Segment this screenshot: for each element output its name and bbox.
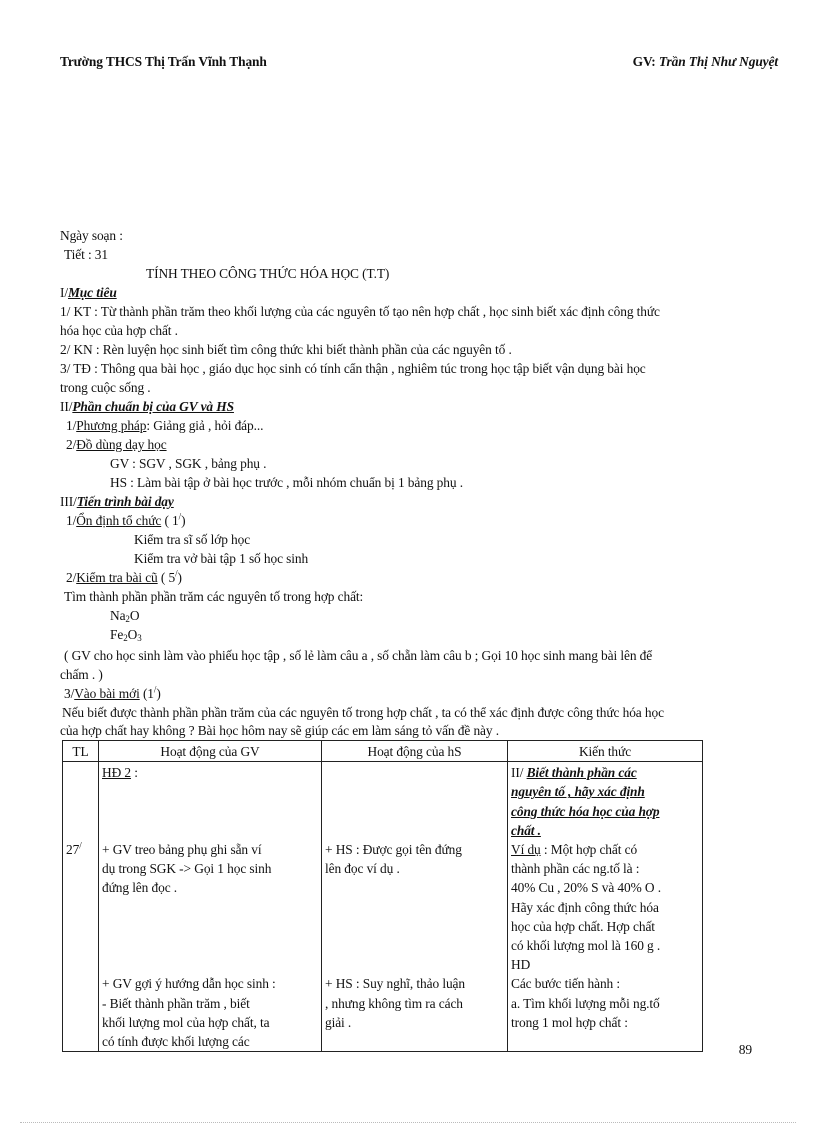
step-number: 2/ — [66, 570, 77, 585]
activity-label: HĐ 2 : — [102, 765, 138, 781]
gv-line: có tính được khối lượng các — [102, 1033, 250, 1049]
gv-line: khối lượng mol của hợp chất, ta — [102, 1014, 270, 1030]
page-number: 89 — [738, 1042, 752, 1057]
step-time: ( 5 — [157, 570, 176, 585]
col-header-student: Hoạt động của hS — [322, 741, 508, 762]
item-number: 1/ — [66, 418, 77, 433]
lesson-activity-table — [62, 740, 703, 1052]
col-header-teacher: Hoạt động của GV — [99, 741, 322, 762]
hs-line: + HS : Suy nghĩ, thảo luận — [325, 976, 465, 992]
col-header-time: TL — [63, 741, 99, 762]
objective-attitude-1: 3/ TĐ : Thông qua bài học , giáo dục học sinh có tính cẩn thận , nghiêm túc trong học tập biết vận dụng bài học — [60, 361, 646, 376]
kt-heading-2: nguyên tố , hãy xác định — [511, 784, 645, 800]
step-2-note-2: chấm . ) — [60, 667, 103, 682]
kt-example: Ví dụ : Một hợp chất có — [511, 842, 638, 858]
gv-line: - Biết thành phần trăm , biết — [102, 995, 250, 1011]
step-number: 3/ — [64, 686, 75, 701]
step-2: 2/Kiểm tra bài cũ ( 5/) — [66, 568, 182, 585]
kt-heading-1: II/ Biết thành phần các — [511, 765, 637, 781]
gv-line: đứng lên đọc . — [102, 880, 178, 896]
step-label: Ổn định tổ chức — [76, 513, 162, 528]
step-2-question: Tìm thành phần phần trăm các nguyên tố trong hợp chất: — [64, 589, 364, 604]
lesson-title: TÍNH THEO CÔNG THỨC HÓA HỌC (T.T) — [146, 266, 390, 281]
school-name: Trường THCS Thị Trấn Vĩnh Thạnh — [60, 54, 267, 69]
cell-teacher-activity — [99, 762, 322, 1052]
heading-number: I/ — [60, 285, 68, 300]
kt-line: HD — [511, 957, 531, 973]
kt-line: học của hợp chất. Hợp chất — [511, 918, 655, 934]
cell-student-activity — [322, 762, 508, 1052]
gv-line: dụ trong SGK -> Gọi 1 học sinh — [102, 861, 272, 877]
cell-knowledge — [508, 762, 703, 1052]
kt-line: a. Tìm khối lượng mỗi ng.tố — [511, 995, 660, 1011]
step-time: ( 1 — [161, 513, 179, 528]
step-label: Kiểm tra bài cũ — [76, 570, 158, 585]
step-time-close: ) — [177, 570, 182, 585]
section-objectives-heading — [60, 283, 117, 302]
formula-na2o: $Na_2O$ — [110, 608, 140, 624]
teacher-name — [633, 52, 778, 71]
hs-line: , nhưng không tìm ra cách — [325, 995, 463, 1011]
formula-fe2o3: $Fe_2O_3$ — [110, 627, 142, 643]
hs-line: + HS : Được gọi tên đứng — [325, 841, 462, 857]
step-time-close: ) — [156, 686, 161, 701]
kt-line: trong 1 mol hợp chất : — [511, 1014, 628, 1030]
date-line: Ngày soạn : — [60, 228, 123, 243]
period-line: Tiết : 31 — [64, 247, 108, 262]
step-3-text-2: của hợp chất hay không ? Bài học hôm nay sẽ giúp các em làm sáng tỏ vấn đề này . — [60, 723, 499, 738]
objective-attitude-2: trong cuộc sống . — [60, 380, 151, 395]
teacher-prefix: GV: — [632, 54, 659, 69]
kt-line: thành phần các ng.tố là : — [511, 861, 640, 877]
kt-line: Hãy xác định công thức hóa — [511, 899, 659, 915]
step-1-b: Kiểm tra vở bài tập 1 số học sinh — [134, 551, 309, 566]
kt-heading-4: chất . — [511, 822, 541, 838]
objective-knowledge-2: hóa học của hợp chất . — [60, 323, 178, 338]
kt-line: Các bước tiến hành : — [511, 976, 621, 992]
kt-line: 40% Cu , 20% S và 40% O . — [511, 880, 661, 896]
step-1-a: Kiểm tra sĩ số lớp học — [134, 532, 251, 547]
cell-time — [63, 762, 99, 1052]
kt-line: có khối lượng mol là 160 g . — [511, 938, 661, 954]
kt-heading-3: công thức hóa học của hợp — [511, 803, 660, 819]
table-row — [63, 762, 703, 1052]
prep-tools — [66, 435, 167, 454]
item-label: Đồ dùng dạy học — [76, 437, 167, 452]
step-time: (1 — [139, 686, 154, 701]
step-label: Vào bài mới — [74, 686, 140, 701]
section-process-heading — [60, 492, 174, 511]
hs-line: giải . — [325, 1014, 352, 1030]
step-3-text-1: Nếu biết được thành phần phần trăm của các nguyên tố trong hợp chất , ta có thể xác định được công thức hóa học — [62, 705, 664, 720]
time-value: 27/ — [66, 840, 82, 857]
heading-label: Mục tiêu — [67, 285, 117, 300]
gv-line: + GV treo bảng phụ ghi sẵn ví — [102, 841, 262, 857]
hs-line: lên đọc ví dụ . — [325, 861, 400, 877]
step-1: 1/Ổn định tổ chức ( 1/) — [66, 511, 186, 528]
teacher-name-text: Trần Thị Như Nguyệt — [658, 54, 778, 69]
heading-label: Phần chuẩn bị của GV và HS — [72, 399, 234, 414]
gv-line: + GV gợi ý hướng dẫn học sinh : — [102, 976, 276, 992]
item-label: Phương pháp — [76, 418, 147, 433]
col-header-knowledge: Kiến thức — [508, 741, 703, 762]
item-text: : Giảng giả , hỏi đáp... — [146, 418, 264, 433]
objective-skills: 2/ KN : Rèn luyện học sinh biết tìm công thức khi biết thành phần của các nguyên tố . — [60, 342, 512, 357]
prep-gv: GV : SGV , SGK , bảng phụ . — [110, 456, 267, 471]
step-time-close: ) — [181, 513, 186, 528]
section-preparation-heading — [60, 397, 234, 416]
prep-method — [66, 416, 263, 435]
objective-knowledge-1: 1/ KT : Từ thành phần trăm theo khối lượng của các nguyên tố tạo nên hợp chất , học sinh biết xác định công thức — [60, 304, 660, 319]
step-number: 1/ — [66, 513, 77, 528]
heading-number: II/ — [60, 399, 73, 414]
step-2-note-1: ( GV cho học sinh làm vào phiếu học tập , số lẻ làm câu a , số chẵn làm câu b ; Gọi 10 học sinh mang bài lên để — [64, 648, 653, 663]
prep-hs: HS : Làm bài tập ở bài học trước , mỗi nhóm chuẩn bị 1 bảng phụ . — [110, 475, 463, 490]
item-number: 2/ — [66, 437, 77, 452]
step-3: 3/Vào bài mới (1/) — [64, 684, 161, 701]
table-header-row — [63, 741, 703, 762]
heading-label: Tiến trình bài dạy — [76, 494, 174, 509]
heading-number: III/ — [60, 494, 77, 509]
